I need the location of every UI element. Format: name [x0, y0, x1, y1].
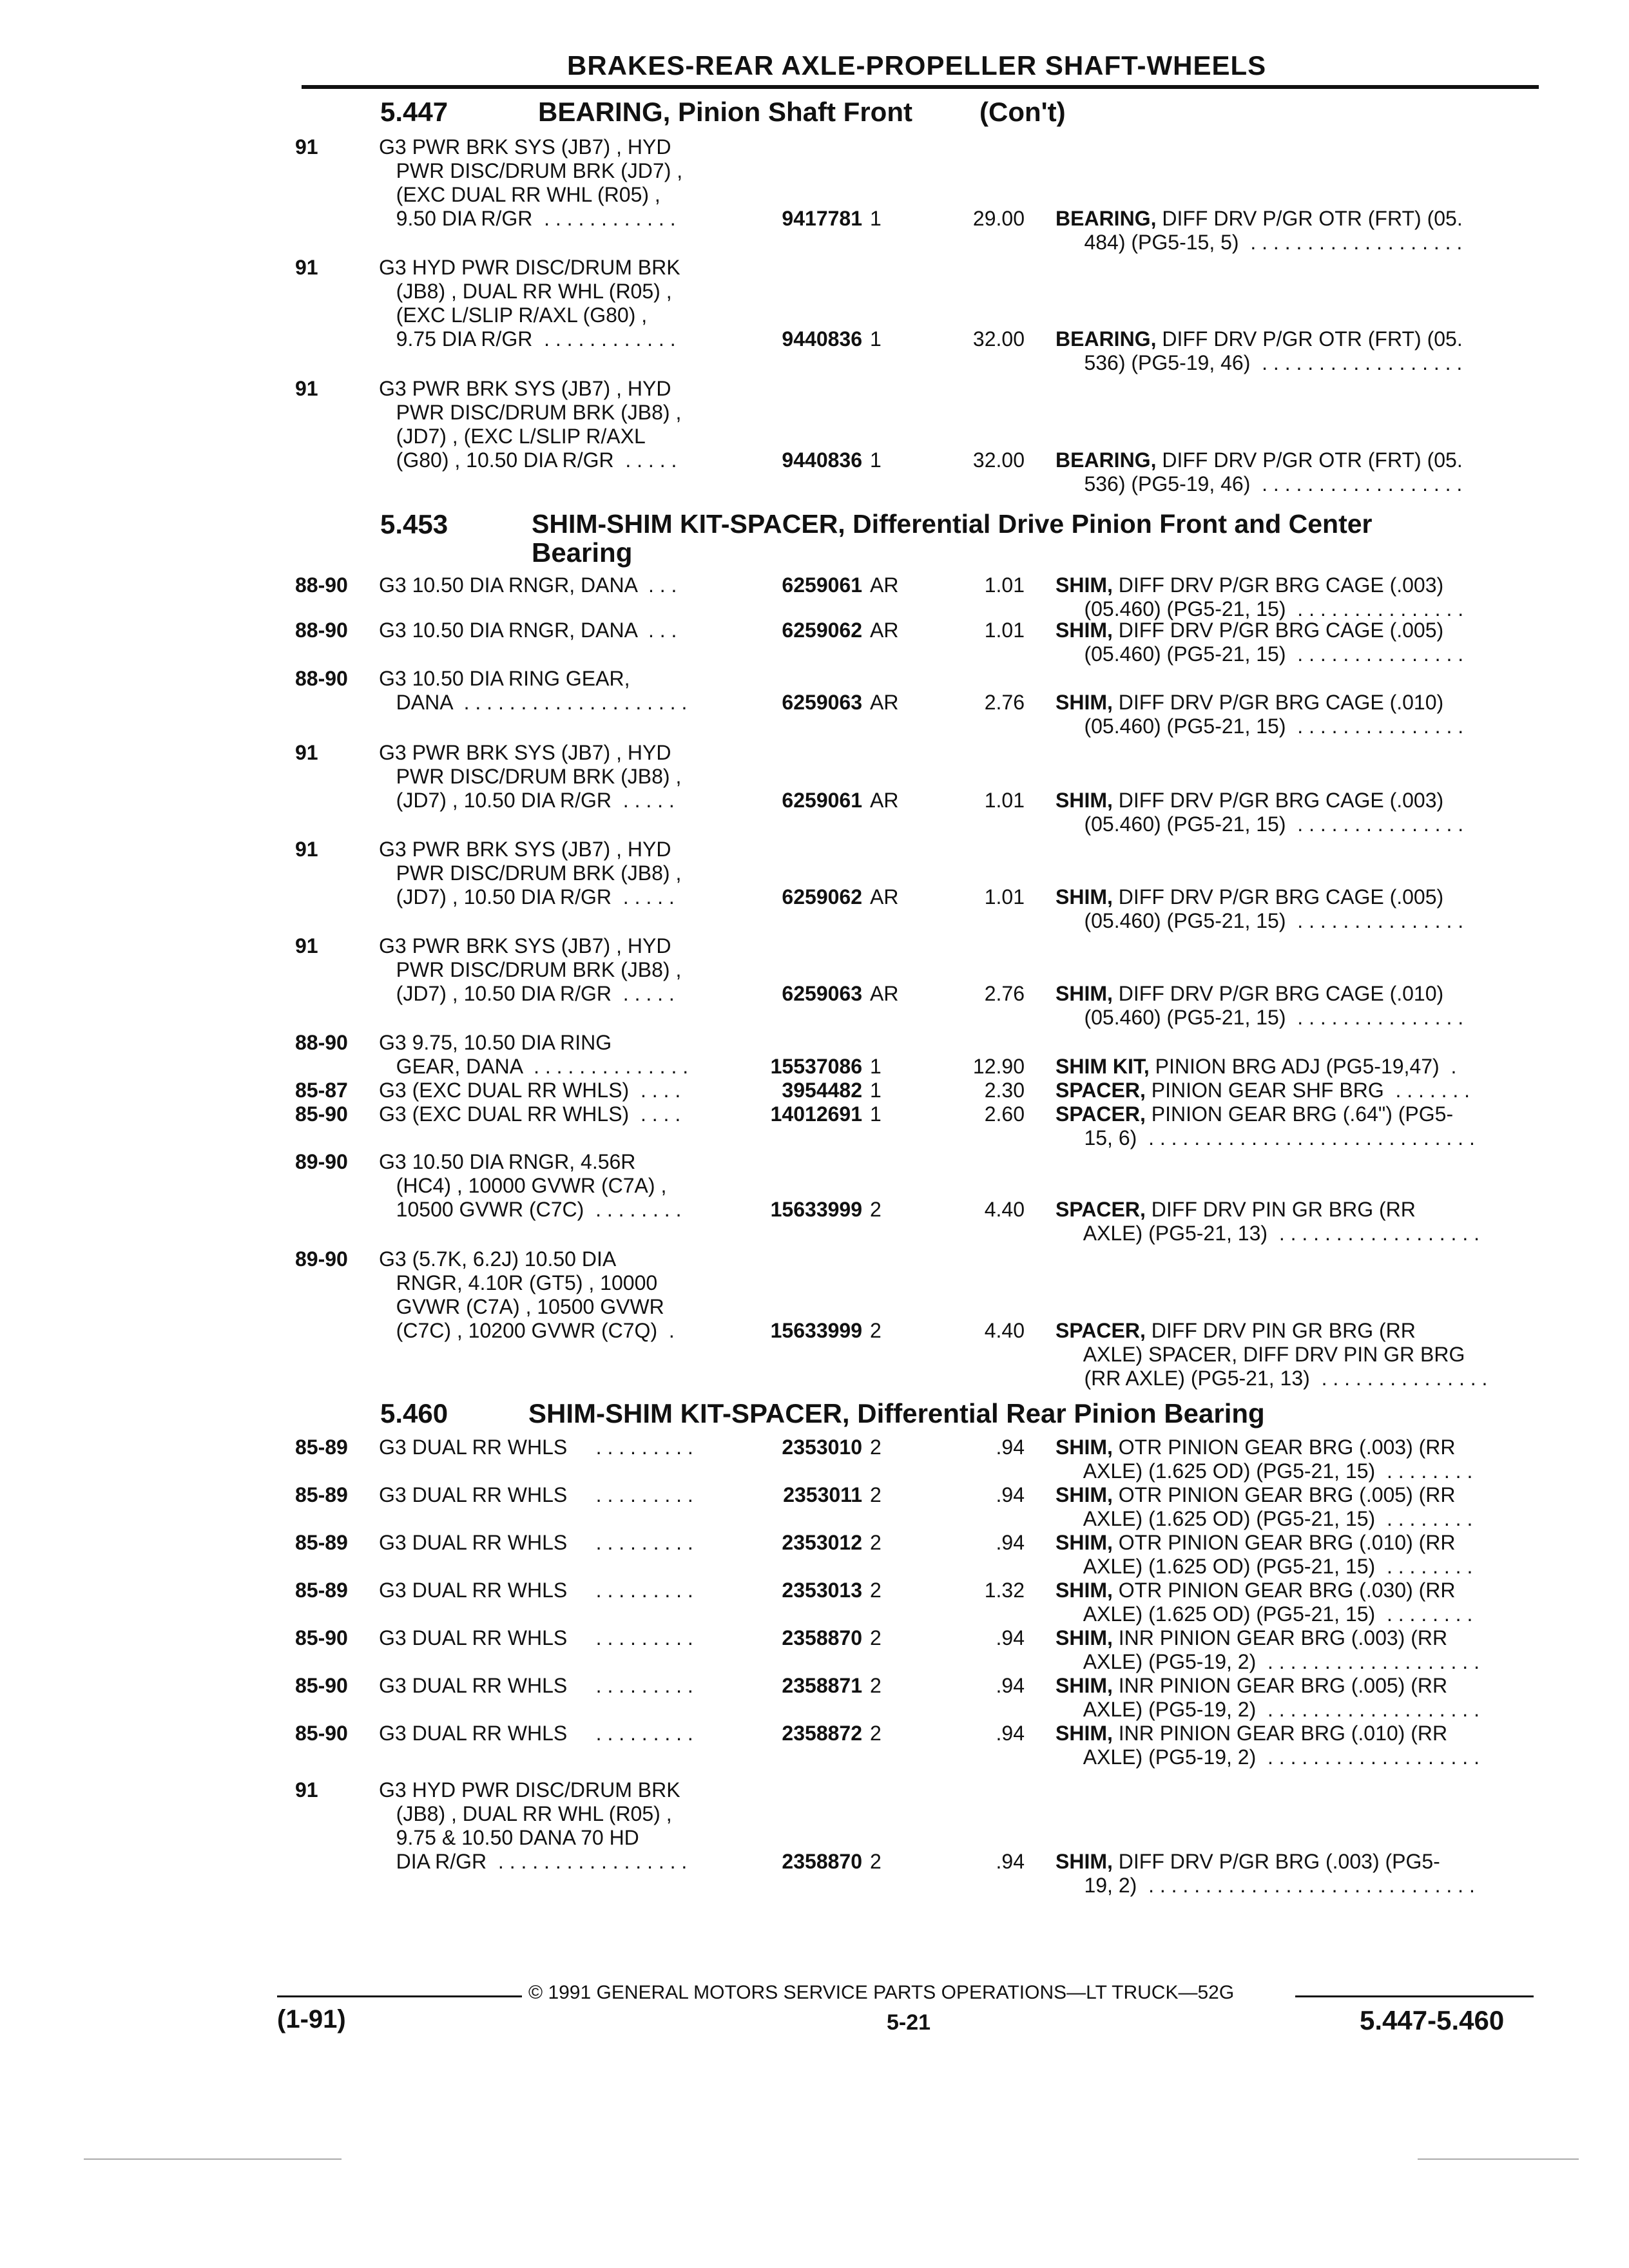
- model-year: 85-90: [295, 1674, 348, 1697]
- quantity: 2: [870, 1319, 882, 1342]
- section-title: BEARING, Pinion Shaft Front: [538, 97, 912, 127]
- part-description: [1055, 1319, 1519, 1390]
- part-detail: OTR PINION GEAR BRG (.030) (RR AXLE) (1.625 OD) (PG5-21, 15) . . . . . . . .: [1083, 1579, 1473, 1626]
- usage-description: G3 PWR BRK SYS (JB7) , HYD PWR DISC/DRUM BRK (JB8) , (JD7) , (EXC L/SLIP R/AXL (G80) , 10.50 DIA R/GR . . . . .: [379, 377, 682, 472]
- usage-description: G3 DUAL RR WHLS . . . . . . . . .: [379, 1722, 693, 1745]
- part-number: 2353013: [782, 1579, 862, 1602]
- model-year: 85-89: [295, 1531, 348, 1554]
- quantity: 2: [870, 1674, 882, 1697]
- price: 2.30: [984, 1079, 1025, 1102]
- quantity: AR: [870, 885, 899, 908]
- quantity: 2: [870, 1531, 882, 1554]
- part-name: SHIM,: [1055, 1850, 1113, 1873]
- price: 1.01: [984, 619, 1025, 642]
- part-description: [1055, 1579, 1519, 1626]
- footer-rule-right: [1295, 1995, 1534, 1997]
- usage-description: G3 PWR BRK SYS (JB7) , HYD PWR DISC/DRUM BRK (JB8) , (JD7) , 10.50 DIA R/GR . . . . .: [379, 838, 682, 908]
- part-name: SHIM,: [1055, 982, 1113, 1005]
- part-detail: OTR PINION GEAR BRG (.010) (RR AXLE) (1.625 OD) (PG5-21, 15) . . . . . . . .: [1083, 1531, 1473, 1578]
- part-number: 2358872: [782, 1722, 862, 1745]
- part-name: SPACER,: [1055, 1079, 1146, 1102]
- page-number: 5-21: [887, 2010, 931, 2035]
- part-number: 14012691: [770, 1102, 862, 1126]
- part-description: [1055, 1722, 1519, 1769]
- part-detail: DIFF DRV P/GR BRG CAGE (.003) (05.460) (PG5-21, 15) . . . . . . . . . . . . . . .: [1084, 573, 1464, 620]
- model-year: 85-87: [295, 1079, 348, 1102]
- section-continued: (Con't): [979, 97, 1066, 127]
- part-name: SHIM KIT,: [1055, 1055, 1150, 1078]
- part-description: [1055, 1102, 1519, 1150]
- price: 32.00: [972, 327, 1025, 351]
- scan-artifact: [84, 2158, 342, 2160]
- part-number: 6259061: [782, 789, 862, 812]
- price: 1.01: [984, 573, 1025, 597]
- part-number: 3954482: [782, 1079, 862, 1102]
- model-year: 88-90: [295, 1031, 348, 1054]
- part-number: 6259062: [782, 619, 862, 642]
- part-detail: OTR PINION GEAR BRG (.003) (RR AXLE) (1.625 OD) (PG5-21, 15) . . . . . . . .: [1083, 1436, 1473, 1483]
- part-number: 2358871: [782, 1674, 862, 1697]
- usage-description: G3 (5.7K, 6.2J) 10.50 DIA RNGR, 4.10R (GT5) , 10000 GVWR (C7A) , 10500 GVWR (C7C) , 10200 GVWR (C7Q) .: [379, 1247, 675, 1342]
- price: 29.00: [972, 207, 1025, 230]
- part-number: 9440836: [782, 327, 862, 351]
- model-year: 91: [295, 256, 318, 279]
- model-year: 85-89: [295, 1436, 348, 1459]
- part-detail: OTR PINION GEAR BRG (.005) (RR AXLE) (1.625 OD) (PG5-21, 15) . . . . . . . .: [1083, 1483, 1473, 1530]
- usage-description: G3 DUAL RR WHLS . . . . . . . . .: [379, 1674, 693, 1697]
- section-title: SHIM-SHIM KIT-SPACER, Differential Rear Pinion Bearing: [528, 1398, 1265, 1428]
- part-description: [1055, 1198, 1519, 1245]
- quantity: AR: [870, 619, 899, 642]
- part-name: BEARING,: [1055, 207, 1157, 230]
- price: 32.00: [972, 448, 1025, 472]
- part-detail: DIFF DRV P/GR BRG CAGE (.010) (05.460) (PG5-21, 15) . . . . . . . . . . . . . . .: [1084, 691, 1464, 738]
- usage-description: G3 10.50 DIA RING GEAR, DANA . . . . . . . . . . . . . . . . . . . .: [379, 667, 688, 714]
- quantity: AR: [870, 573, 899, 597]
- part-description: [1055, 327, 1519, 375]
- quantity: 1: [870, 1055, 882, 1078]
- scan-artifact: [1418, 2158, 1579, 2160]
- part-name: SHIM,: [1055, 1722, 1113, 1745]
- model-year: 91: [295, 934, 318, 957]
- usage-description: G3 DUAL RR WHLS . . . . . . . . .: [379, 1579, 693, 1602]
- section-range: 5.447-5.460: [1360, 2005, 1505, 2035]
- price: .94: [996, 1674, 1025, 1697]
- part-number: 15537086: [770, 1055, 862, 1078]
- section-title: SHIM-SHIM KIT-SPACER, Differential Drive Pinion Front and Center: [532, 509, 1373, 539]
- part-description: [1055, 1626, 1519, 1674]
- part-description: [1055, 448, 1519, 496]
- model-year: 88-90: [295, 573, 348, 597]
- part-description: [1055, 691, 1519, 738]
- quantity: 2: [870, 1579, 882, 1602]
- part-number: 6259062: [782, 885, 862, 908]
- part-description: [1055, 1436, 1519, 1483]
- usage-description: G3 (EXC DUAL RR WHLS) . . . .: [379, 1102, 681, 1126]
- part-detail: DIFF DRV P/GR BRG CAGE (.005) (05.460) (PG5-21, 15) . . . . . . . . . . . . . . .: [1084, 619, 1464, 666]
- quantity: 1: [870, 1102, 882, 1126]
- part-name: SHIM,: [1055, 1436, 1113, 1459]
- model-year: 85-90: [295, 1102, 348, 1126]
- part-detail: DIFF DRV PIN GR BRG (RR AXLE) (PG5-21, 13) . . . . . . . . . . . . . . . . . .: [1083, 1198, 1480, 1245]
- usage-description: G3 10.50 DIA RNGR, DANA . . .: [379, 619, 677, 642]
- usage-description: G3 PWR BRK SYS (JB7) , HYD PWR DISC/DRUM BRK (JD7) , (EXC DUAL RR WHL (R05) , 9.50 DIA R/GR . . . . . . . . . . . .: [379, 135, 683, 230]
- part-description: [1055, 207, 1519, 255]
- section-number: 5.460: [380, 1398, 448, 1428]
- part-detail: INR PINION GEAR BRG (.003) (RR AXLE) (PG5-19, 2) . . . . . . . . . . . . . . . . . . .: [1083, 1626, 1480, 1673]
- part-name: BEARING,: [1055, 448, 1157, 472]
- part-name: SHIM,: [1055, 1626, 1113, 1649]
- usage-description: G3 PWR BRK SYS (JB7) , HYD PWR DISC/DRUM BRK (JB8) , (JD7) , 10.50 DIA R/GR . . . . .: [379, 934, 682, 1005]
- model-year: 89-90: [295, 1150, 348, 1173]
- quantity: 1: [870, 207, 882, 230]
- part-number: 15633999: [770, 1198, 862, 1221]
- model-year: 91: [295, 838, 318, 861]
- part-name: SHIM,: [1055, 789, 1113, 812]
- quantity: AR: [870, 789, 899, 812]
- usage-description: G3 DUAL RR WHLS . . . . . . . . .: [379, 1626, 693, 1649]
- price: 1.32: [984, 1579, 1025, 1602]
- part-number: 15633999: [770, 1319, 862, 1342]
- part-description: [1055, 1531, 1519, 1579]
- model-year: 91: [295, 741, 318, 764]
- part-detail: DIFF DRV P/GR BRG CAGE (.005) (05.460) (PG5-21, 15) . . . . . . . . . . . . . . .: [1084, 885, 1464, 932]
- part-detail: DIFF DRV P/GR BRG CAGE (.010) (05.460) (PG5-21, 15) . . . . . . . . . . . . . . .: [1084, 982, 1464, 1029]
- part-name: SHIM,: [1055, 885, 1113, 908]
- part-name: BEARING,: [1055, 327, 1157, 351]
- part-description: [1055, 789, 1519, 836]
- quantity: 2: [870, 1850, 882, 1873]
- quantity: 2: [870, 1436, 882, 1459]
- usage-description: G3 (EXC DUAL RR WHLS) . . . .: [379, 1079, 681, 1102]
- header-rule: [302, 85, 1539, 89]
- model-year: 89-90: [295, 1247, 348, 1271]
- model-year: 88-90: [295, 619, 348, 642]
- part-description: [1055, 982, 1519, 1030]
- price: 4.40: [984, 1319, 1025, 1342]
- copyright-notice: © 1991 GENERAL MOTORS SERVICE PARTS OPERATIONS—LT TRUCK—52G: [528, 1982, 1235, 2003]
- quantity: 2: [870, 1722, 882, 1745]
- usage-description: G3 HYD PWR DISC/DRUM BRK (JB8) , DUAL RR WHL (R05) , 9.75 & 10.50 DANA 70 HD DIA R/GR . . . . . . . . . . . . . . . . .: [379, 1778, 688, 1873]
- price: .94: [996, 1483, 1025, 1506]
- price: 1.01: [984, 789, 1025, 812]
- part-number: 2353010: [782, 1436, 862, 1459]
- part-number: 6259063: [782, 691, 862, 714]
- part-detail: DIFF DRV P/GR BRG CAGE (.003) (05.460) (PG5-21, 15) . . . . . . . . . . . . . . .: [1084, 789, 1464, 836]
- section-title-continued: Bearing: [532, 537, 633, 568]
- part-detail: INR PINION GEAR BRG (.010) (RR AXLE) (PG5-19, 2) . . . . . . . . . . . . . . . . . . .: [1083, 1722, 1480, 1769]
- part-name: SHIM,: [1055, 573, 1113, 597]
- part-name: SHIM,: [1055, 619, 1113, 642]
- part-detail: DIFF DRV PIN GR BRG (RR AXLE) SPACER, DIFF DRV PIN GR BRG (RR AXLE) (PG5-21, 13) . . . . . . . . . . . . . . .: [1083, 1319, 1488, 1390]
- model-year: 85-89: [295, 1579, 348, 1602]
- usage-description: G3 9.75, 10.50 DIA RING GEAR, DANA . . . . . . . . . . . . . .: [379, 1031, 689, 1078]
- price: 12.90: [972, 1055, 1025, 1078]
- usage-description: G3 10.50 DIA RNGR, 4.56R (HC4) , 10000 GVWR (C7A) , 10500 GVWR (C7C) . . . . . . . .: [379, 1150, 682, 1221]
- part-name: SPACER,: [1055, 1198, 1146, 1221]
- model-year: 91: [295, 377, 318, 400]
- part-name: SPACER,: [1055, 1102, 1146, 1126]
- footer-rule-left: [277, 1995, 522, 1997]
- price: 1.01: [984, 885, 1025, 908]
- part-detail: DIFF DRV P/GR OTR (FRT) (05. 484) (PG5-15, 5) . . . . . . . . . . . . . . . . . . .: [1084, 207, 1463, 254]
- quantity: 1: [870, 448, 882, 472]
- part-name: SHIM,: [1055, 1483, 1113, 1506]
- quantity: 2: [870, 1626, 882, 1649]
- usage-description: G3 10.50 DIA RNGR, DANA . . .: [379, 573, 677, 597]
- part-number: 2358870: [782, 1626, 862, 1649]
- price: 2.76: [984, 691, 1025, 714]
- part-number: 2358870: [782, 1850, 862, 1873]
- part-description: [1055, 1674, 1519, 1722]
- quantity: AR: [870, 691, 899, 714]
- model-year: 85-89: [295, 1483, 348, 1506]
- part-detail: INR PINION GEAR BRG (.005) (RR AXLE) (PG5-19, 2) . . . . . . . . . . . . . . . . . . .: [1083, 1674, 1480, 1721]
- part-name: SHIM,: [1055, 1674, 1113, 1697]
- part-description: [1055, 619, 1519, 666]
- part-name: SHIM,: [1055, 1579, 1113, 1602]
- model-year: 85-90: [295, 1722, 348, 1745]
- usage-description: G3 DUAL RR WHLS . . . . . . . . .: [379, 1531, 693, 1554]
- model-year: 85-90: [295, 1626, 348, 1649]
- part-detail: DIFF DRV P/GR OTR (FRT) (05. 536) (PG5-19, 46) . . . . . . . . . . . . . . . . . .: [1084, 448, 1463, 495]
- part-name: SHIM,: [1055, 691, 1113, 714]
- price: .94: [996, 1850, 1025, 1873]
- model-year: 91: [295, 135, 318, 159]
- part-number: 9440836: [782, 448, 862, 472]
- usage-description: G3 DUAL RR WHLS . . . . . . . . .: [379, 1483, 693, 1506]
- revision-date: (1-91): [277, 2005, 346, 2033]
- quantity: 2: [870, 1483, 882, 1506]
- part-name: SHIM,: [1055, 1531, 1113, 1554]
- price: 2.60: [984, 1102, 1025, 1126]
- model-year: 88-90: [295, 667, 348, 690]
- part-description: [1055, 1079, 1519, 1102]
- page-header-title: BRAKES-REAR AXLE-PROPELLER SHAFT-WHEELS: [567, 50, 1267, 81]
- part-number: 9417781: [782, 207, 862, 230]
- quantity: 1: [870, 1079, 882, 1102]
- price: .94: [996, 1436, 1025, 1459]
- price: .94: [996, 1722, 1025, 1745]
- quantity: AR: [870, 982, 899, 1005]
- part-number: 6259061: [782, 573, 862, 597]
- section-number: 5.447: [380, 97, 448, 127]
- price: 2.76: [984, 982, 1025, 1005]
- part-description: [1055, 573, 1519, 621]
- part-number: 6259063: [782, 982, 862, 1005]
- part-number: 2353011: [783, 1483, 862, 1506]
- part-detail: PINION BRG ADJ (PG5-19,47) .: [1149, 1055, 1457, 1078]
- part-description: [1055, 1483, 1519, 1531]
- quantity: 1: [870, 327, 882, 351]
- usage-description: G3 DUAL RR WHLS . . . . . . . . .: [379, 1436, 693, 1459]
- part-name: SPACER,: [1055, 1319, 1146, 1342]
- section-number: 5.453: [380, 509, 448, 539]
- price: 4.40: [984, 1198, 1025, 1221]
- usage-description: G3 HYD PWR DISC/DRUM BRK (JB8) , DUAL RR WHL (R05) , (EXC L/SLIP R/AXL (G80) , 9.75 DIA R/GR . . . . . . . . . . . .: [379, 256, 680, 351]
- part-detail: DIFF DRV P/GR BRG (.003) (PG5- 19, 2) . . . . . . . . . . . . . . . . . . . . . . . . . . . . .: [1084, 1850, 1475, 1897]
- quantity: 2: [870, 1198, 882, 1221]
- part-detail: PINION GEAR BRG (.64") (PG5- 15, 6) . . . . . . . . . . . . . . . . . . . . . . . . . . . . .: [1084, 1102, 1475, 1149]
- part-description: [1055, 1850, 1519, 1898]
- model-year: 91: [295, 1778, 318, 1802]
- part-description: [1055, 885, 1519, 933]
- part-detail: PINION GEAR SHF BRG . . . . . . .: [1145, 1079, 1470, 1102]
- part-number: 2353012: [782, 1531, 862, 1554]
- price: .94: [996, 1626, 1025, 1649]
- usage-description: G3 PWR BRK SYS (JB7) , HYD PWR DISC/DRUM BRK (JB8) , (JD7) , 10.50 DIA R/GR . . . . .: [379, 741, 682, 812]
- part-detail: DIFF DRV P/GR OTR (FRT) (05. 536) (PG5-19, 46) . . . . . . . . . . . . . . . . . .: [1084, 327, 1463, 374]
- price: .94: [996, 1531, 1025, 1554]
- part-description: [1055, 1055, 1519, 1079]
